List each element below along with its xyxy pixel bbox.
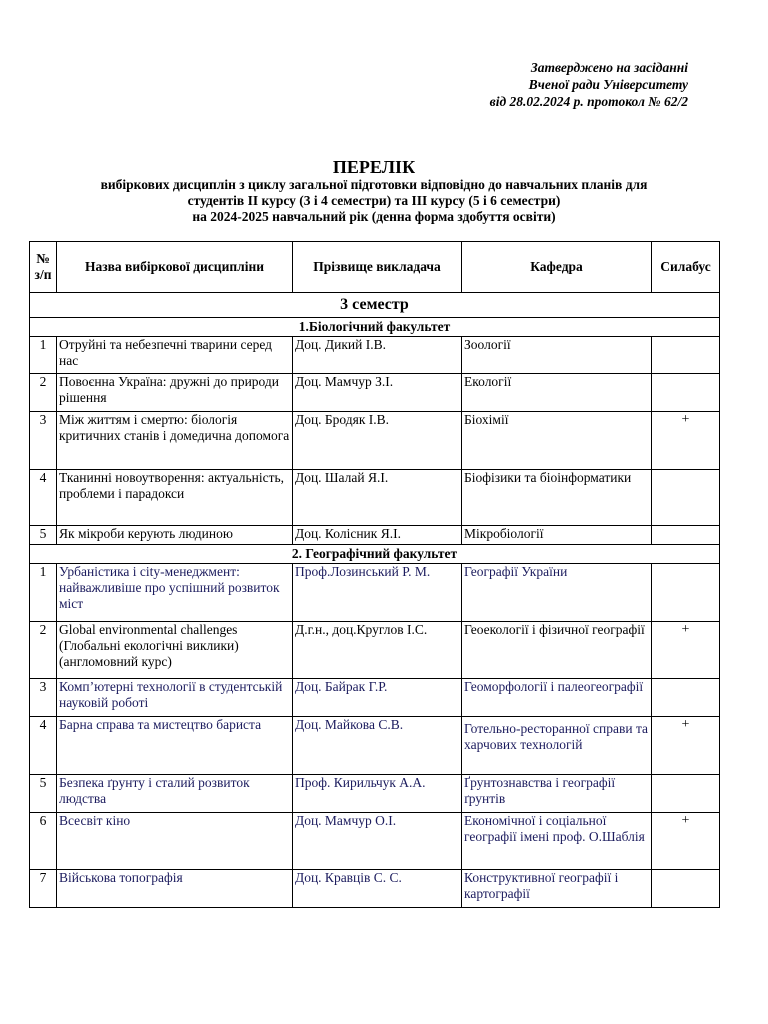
row-num: 4 bbox=[30, 470, 57, 526]
teacher-name: Доц. Байрак Г.Р. bbox=[293, 679, 462, 717]
faculty-title: 2. Географічний факультет bbox=[30, 545, 720, 564]
course-name: Всесвіт кіно bbox=[57, 813, 293, 870]
table-header-row bbox=[30, 242, 720, 293]
syllabus-mark bbox=[652, 564, 720, 622]
row-num: 5 bbox=[30, 775, 57, 813]
courses-table bbox=[29, 241, 720, 908]
document-title: ПЕРЕЛІК bbox=[332, 157, 416, 177]
header-syllabus: Силабус bbox=[652, 242, 720, 293]
syllabus-mark bbox=[652, 526, 720, 545]
table-row bbox=[30, 374, 720, 412]
course-name: Барна справа та мистецтво бариста bbox=[57, 717, 293, 775]
teacher-name: Доц. Мамчур З.І. bbox=[293, 374, 462, 412]
approval-stamp bbox=[490, 59, 688, 110]
faculty-row bbox=[30, 545, 720, 564]
document-subtitle-line-1: вибіркових дисциплін з циклу загальної підготовки відповідно до навчальних планів для bbox=[100, 177, 648, 192]
syllabus-mark bbox=[652, 870, 720, 908]
department-name: Готельно-ресторанної справи та харчових технологій bbox=[462, 717, 652, 775]
table-row bbox=[30, 813, 720, 870]
department-name: Конструктивної географії і картографії bbox=[462, 870, 652, 908]
department-name: Географії України bbox=[462, 564, 652, 622]
department-name: Економічної і соціальної географії імені проф. О.Шаблія bbox=[462, 813, 652, 870]
approval-line-3: від 28.02.2024 р. протокол № 62/2 bbox=[489, 94, 688, 109]
department-name: Ґрунтознавства і географії ґрунтів bbox=[462, 775, 652, 813]
department-name: Біохімії bbox=[462, 412, 652, 470]
course-name: Безпека ґрунту і сталий розвиток людства bbox=[57, 775, 293, 813]
teacher-name: Д.г.н., доц.Круглов І.С. bbox=[293, 622, 462, 679]
course-name: Отруйні та небезпечні тварини серед нас bbox=[57, 337, 293, 374]
syllabus-mark: + bbox=[652, 622, 720, 679]
department-name: Біофізики та біоінформатики bbox=[462, 470, 652, 526]
course-name: Повоєнна Україна: дружні до природи рішення bbox=[57, 374, 293, 412]
table-row bbox=[30, 870, 720, 908]
syllabus-mark bbox=[652, 470, 720, 526]
course-name: Комп’ютерні технології в студентській науковій роботі bbox=[57, 679, 293, 717]
syllabus-mark bbox=[652, 775, 720, 813]
course-name: Тканинні новоутворення: актуальність, проблеми і парадокси bbox=[57, 470, 293, 526]
department-name: Геоморфології і палеогеографії bbox=[462, 679, 652, 717]
syllabus-mark bbox=[652, 337, 720, 374]
approval-line-1: Затверджено на засіданні bbox=[530, 60, 688, 75]
row-num: 1 bbox=[30, 337, 57, 374]
course-name: Урбаністика і city-менеджмент: найважливіше про успішний розвиток міст bbox=[57, 564, 293, 622]
table-row bbox=[30, 717, 720, 775]
department-name: Мікробіології bbox=[462, 526, 652, 545]
department-name: Екології bbox=[462, 374, 652, 412]
row-num: 5 bbox=[30, 526, 57, 545]
syllabus-mark bbox=[652, 374, 720, 412]
row-num: 2 bbox=[30, 622, 57, 679]
table-row bbox=[30, 564, 720, 622]
row-num: 6 bbox=[30, 813, 57, 870]
syllabus-mark bbox=[652, 679, 720, 717]
document-title-block bbox=[20, 157, 728, 225]
table-row bbox=[30, 337, 720, 374]
teacher-name: Доц. Майкова С.В. bbox=[293, 717, 462, 775]
row-num: 2 bbox=[30, 374, 57, 412]
header-teacher: Прізвище викладача bbox=[293, 242, 462, 293]
header-department: Кафедра bbox=[462, 242, 652, 293]
teacher-name: Доц. Шалай Я.І. bbox=[293, 470, 462, 526]
syllabus-mark: + bbox=[652, 717, 720, 775]
course-name: Між життям і смертю: біологія критичних станів і домедична допомога bbox=[57, 412, 293, 470]
row-num: 4 bbox=[30, 717, 57, 775]
document-subtitle-line-2: студентів ІІ курсу (3 і 4 семестри) та ІІІ курсу (5 і 6 семестри) bbox=[187, 193, 561, 208]
document-subtitle-line-3: на 2024-2025 навчальний рік (денна форма здобуття освіти) bbox=[192, 209, 556, 224]
teacher-name: Проф.Лозинський Р. М. bbox=[293, 564, 462, 622]
semester-label: 3 семестр bbox=[30, 293, 720, 318]
semester-row bbox=[30, 293, 720, 318]
course-name: Військова топографія bbox=[57, 870, 293, 908]
teacher-name: Доц. Мамчур О.І. bbox=[293, 813, 462, 870]
row-num: 7 bbox=[30, 870, 57, 908]
syllabus-mark: + bbox=[652, 813, 720, 870]
syllabus-mark: + bbox=[652, 412, 720, 470]
faculty-title: 1.Біологічний факультет bbox=[30, 318, 720, 337]
table-row bbox=[30, 622, 720, 679]
course-name: Як мікроби керують людиною bbox=[57, 526, 293, 545]
department-name: Геоекології і фізичної географії bbox=[462, 622, 652, 679]
table-row bbox=[30, 526, 720, 545]
teacher-name: Доц. Дикий І.В. bbox=[293, 337, 462, 374]
teacher-name: Доц. Бродяк І.В. bbox=[293, 412, 462, 470]
department-name: Зоології bbox=[462, 337, 652, 374]
teacher-name: Доц. Колісник Я.І. bbox=[293, 526, 462, 545]
table-row bbox=[30, 775, 720, 813]
table-row bbox=[30, 679, 720, 717]
row-num: 3 bbox=[30, 679, 57, 717]
row-num: 1 bbox=[30, 564, 57, 622]
approval-line-2: Вченої ради Університету bbox=[528, 77, 688, 92]
course-name: Global environmental challenges (Глобальні екологічні виклики) (англомовний курс) bbox=[57, 622, 293, 679]
header-course-name: Назва вибіркової дисципліни bbox=[57, 242, 293, 293]
teacher-name: Проф. Кирильчук А.А. bbox=[293, 775, 462, 813]
table-row bbox=[30, 470, 720, 526]
header-num: № з/п bbox=[30, 242, 57, 293]
table-row bbox=[30, 412, 720, 470]
row-num: 3 bbox=[30, 412, 57, 470]
faculty-row bbox=[30, 318, 720, 337]
teacher-name: Доц. Кравців С. С. bbox=[293, 870, 462, 908]
